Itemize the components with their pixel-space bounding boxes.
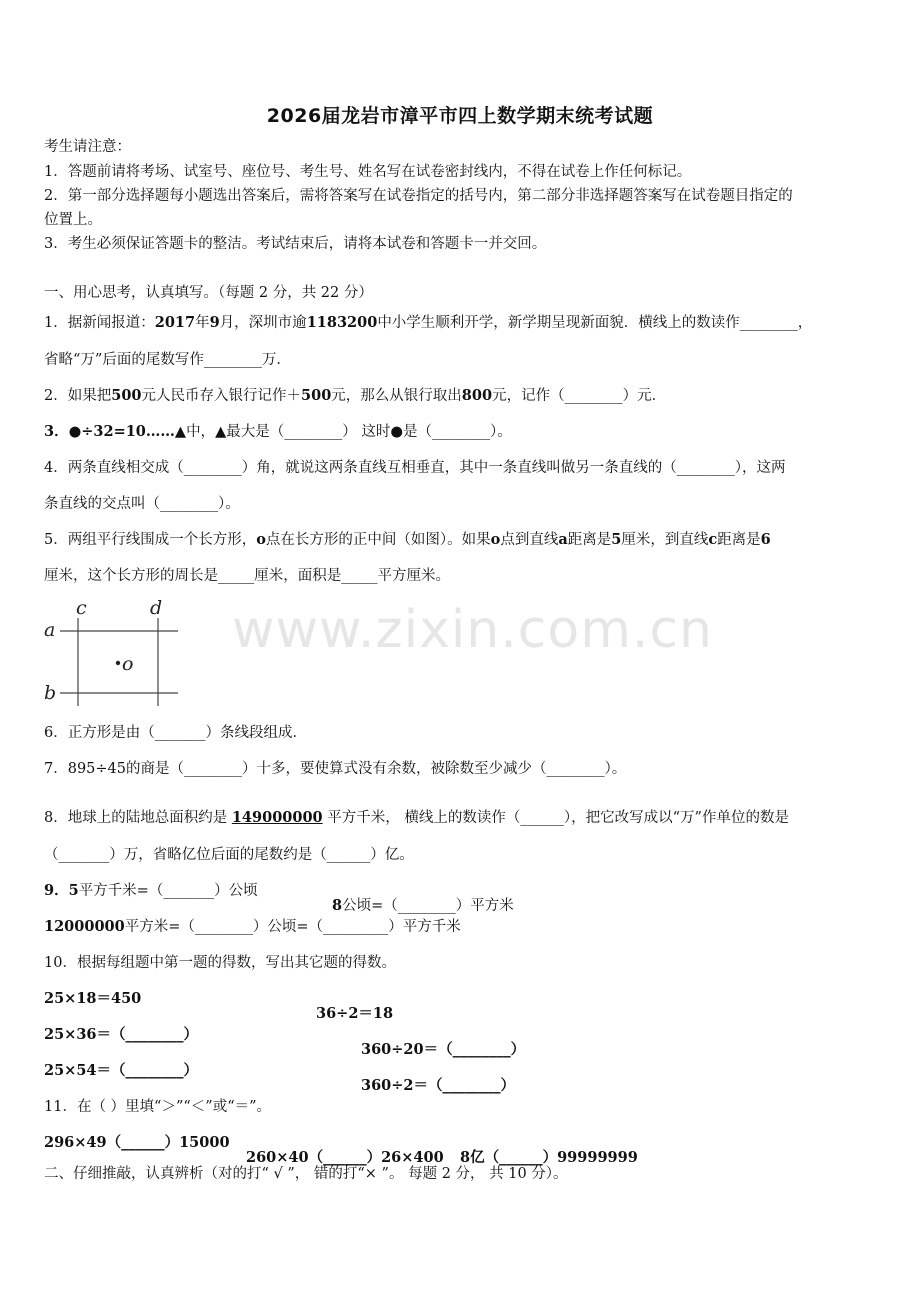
watermark: www.zixin.com.cn — [232, 600, 713, 660]
question-4-line2: 条直线的交点叫（________）。 — [44, 496, 240, 512]
label-b: b — [44, 682, 57, 704]
q11-item-1: 296×49（______）15000 — [44, 1134, 230, 1151]
question-6: 6．正方形是由（_______）条线段组成． — [44, 725, 307, 741]
question-7: 7．895÷45的商是（________）十多，要使算式没有余数，被除数至少减少（________）。 — [44, 761, 627, 777]
notice-heading: 考生请注意： — [44, 139, 131, 155]
question-5-line2: 厘米，这个长方形的周长是_____厘米，面积是_____平方厘米。 — [44, 568, 450, 584]
notice-item: 3．考生必须保证答题卡的整洁。考试结束后，请将本试卷和答题卡一并交回。 — [44, 236, 547, 252]
question-3: 3．●÷32=10……▲中，▲最大是（________） 这时●是（________）。 — [44, 423, 512, 440]
q10-row3-right: 360÷2＝（________） — [361, 1076, 516, 1094]
q10-row2-left: 25×36＝（________） — [44, 1026, 199, 1043]
section-heading: 二、仔细推敲，认真辨析（对的打“ √ ”， 错的打“× ”。 每题 2 分， 共 10 分）。 — [44, 1166, 568, 1182]
label-c: c — [76, 597, 87, 619]
question-4: 4．两条直线相交成（________）角，就说这两条直线互相垂直，其中一条直线叫做另一条直线的（________），这两 — [44, 460, 786, 476]
question-8: 8．地球上的陆地总面积约是 149000000 平方千米， 横线上的数读作（______），把它改写成以“万”作单位的数是 — [44, 809, 789, 826]
q11-item-2: 260×40（______）26×400 — [246, 1148, 444, 1166]
question-2: 2．如果把500元人民币存入银行记作＋500元，那么从银行取出800元，记作（________）元． — [44, 387, 667, 404]
q10-row1-left: 25×18＝450 — [44, 990, 142, 1007]
question-11-heading: 11．在（ ）里填“＞”“＜”或“＝”。 — [44, 1099, 272, 1115]
question-10-heading: 10．根据每组题中第一题的得数，写出其它题的得数。 — [44, 955, 396, 971]
point-o — [116, 661, 120, 665]
q10-row1-right: 36÷2＝18 — [316, 1004, 394, 1022]
q10-row2-right: 360÷20＝（________） — [361, 1040, 526, 1058]
question-9b: 8公顷=（________）平方米 — [332, 896, 514, 914]
q11-item-3: 8亿（______）99999999 — [460, 1148, 638, 1166]
q10-row3-left: 25×54＝（________） — [44, 1062, 199, 1079]
label-o: o — [122, 653, 134, 675]
question-8-line2: （_______）万，省略亿位后面的尾数约是（______）亿。 — [44, 847, 414, 863]
question-9c: 12000000平方米=（________）公顷=（_________）平方千米 — [44, 918, 461, 935]
question-9a: 9．5平方千米=（_______）公顷 — [44, 882, 258, 899]
label-a: a — [44, 619, 56, 641]
question-5: 5．两组平行线围成一个长方形，o点在长方形的正中间（如图）。如果o点到直线a距离是5厘米，到直线c距离是6 — [44, 531, 771, 548]
question-1: 1．据新闻报道：2017年9月，深圳市逾1183200中小学生顺利开学，新学期呈现新面貌．横线上的数读作________， — [44, 314, 813, 331]
rectangle-figure — [42, 596, 182, 708]
notice-item: 1．答题前请将考场、试室号、座位号、考生号、姓名写在试卷密封线内，不得在试卷上作任何标记。 — [44, 164, 692, 180]
question-1-line2: 省略“万”后面的尾数写作________万． — [44, 352, 291, 368]
page-title: 2026届龙岩市漳平市四上数学期末统考试题 — [266, 105, 654, 127]
label-d: d — [150, 597, 163, 619]
notice-item: 位置上。 — [44, 212, 102, 228]
section-heading: 一、用心思考，认真填写。（每题 2 分，共 22 分） — [44, 285, 373, 301]
notice-item: 2．第一部分选择题每小题选出答案后，需将答案写在试卷指定的括号内，第二部分非选择题答案写在试卷题目指定的 — [44, 188, 793, 204]
